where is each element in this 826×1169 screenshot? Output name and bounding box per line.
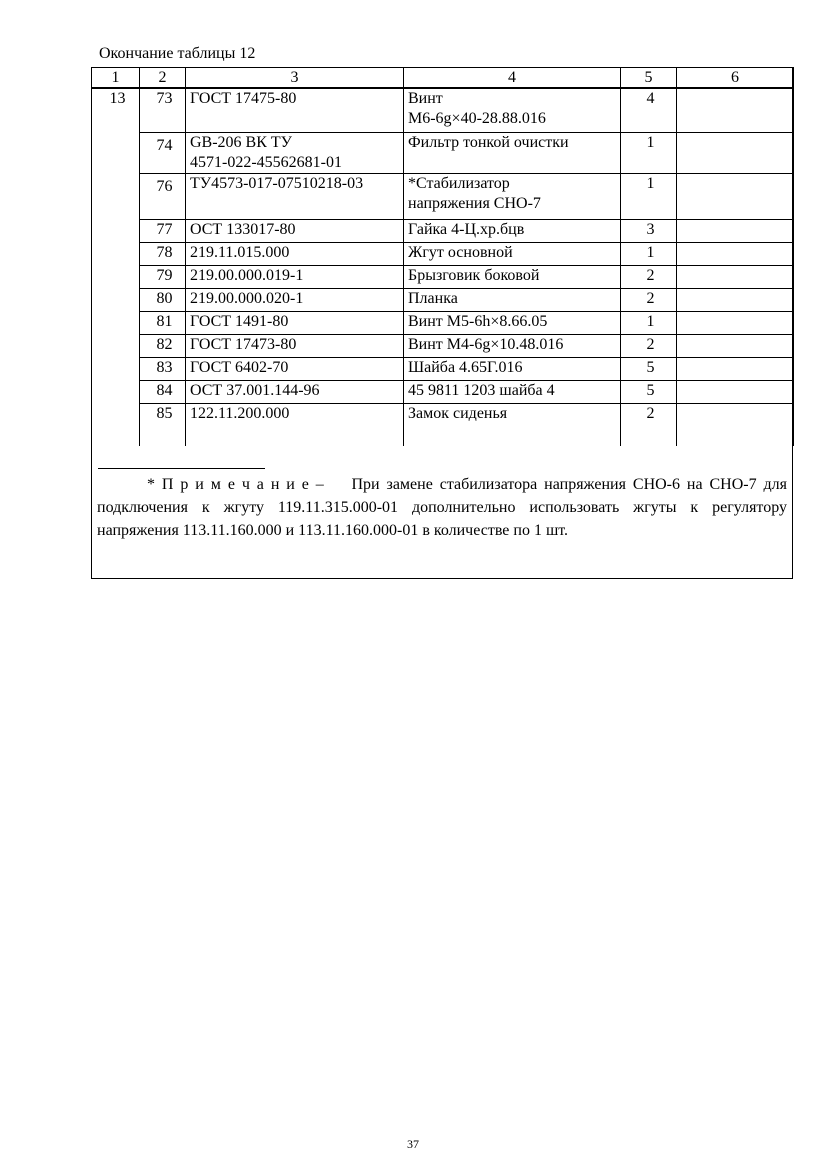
name-cell: 45 9811 1203 шайба 4 [404,380,621,403]
table-row [92,403,794,446]
name-cell: Гайка 4-Ц.хр.бцв [404,219,621,242]
table-row [92,380,794,403]
pos-cell: 85 [140,403,186,446]
table-row [92,132,794,173]
table-row [92,88,794,132]
note-cell [677,403,794,446]
name-line: напряжения СНО-7 [408,194,541,212]
qty-cell: 2 [621,288,677,311]
doc-cell: ОСТ 37.001.144-96 [186,380,404,403]
header-cell: 2 [140,68,186,89]
note-cell [677,334,794,357]
group-number: 13 [92,88,140,446]
pos-cell: 74 [140,132,186,173]
name-cell [404,88,621,132]
qty-cell: 1 [621,132,677,173]
note-cell [677,265,794,288]
table-row [92,357,794,380]
doc-cell: ГОСТ 17473-80 [186,334,404,357]
doc-cell: 219.00.000.019-1 [186,265,404,288]
note-cell [677,173,794,219]
doc-cell: ГОСТ 6402-70 [186,357,404,380]
qty-cell: 5 [621,380,677,403]
header-cell: 6 [677,68,794,89]
qty-cell: 1 [621,311,677,334]
doc-cell: 122.11.200.000 [186,403,404,446]
note-cell [677,219,794,242]
pos-cell: 82 [140,334,186,357]
spec-table [91,67,794,446]
pos-cell: 76 [140,173,186,219]
name-cell: Брызговик боковой [404,265,621,288]
footnote-marker: * П р и м е ч а н и е – [147,476,324,493]
name-line: Винт [408,90,443,107]
table-row [92,265,794,288]
note-cell [677,357,794,380]
name-cell: Замок сиденья [404,403,621,446]
qty-cell: 1 [621,173,677,219]
header-row [92,68,794,89]
pos-cell: 80 [140,288,186,311]
note-cell [677,288,794,311]
table-row [92,311,794,334]
doc-cell: ТУ4573-017-07510218-03 [186,173,404,219]
name-cell: Винт М5-6h×8.66.05 [404,311,621,334]
table-row [92,334,794,357]
doc-line: GB-206 ВК ТУ [190,133,292,151]
note-cell [677,311,794,334]
qty-cell: 3 [621,219,677,242]
footnote [97,473,787,542]
qty-cell: 1 [621,242,677,265]
pos-cell: 78 [140,242,186,265]
doc-cell: ГОСТ 17475-80 [186,88,404,132]
table-row [92,288,794,311]
table-row [92,219,794,242]
doc-cell [186,132,404,173]
qty-cell: 2 [621,403,677,446]
pos-cell: 73 [140,88,186,132]
qty-cell: 5 [621,357,677,380]
pos-cell: 83 [140,357,186,380]
name-cell: Планка [404,288,621,311]
name-cell: Винт М4-6g×10.48.016 [404,334,621,357]
name-cell [404,173,621,219]
table-caption: Окончание таблицы 12 [99,45,256,62]
note-cell [677,88,794,132]
qty-cell: 4 [621,88,677,132]
note-cell [677,132,794,173]
name-line: *Стабилизатор [408,174,510,192]
name-cell: Жгут основной [404,242,621,265]
page-number: 37 [407,1137,419,1151]
name-line: М6-6g×40-28.88.016 [408,110,546,127]
name-cell: Шайба 4.65Г.016 [404,357,621,380]
qty-cell: 2 [621,265,677,288]
pos-cell: 77 [140,219,186,242]
header-cell: 3 [186,68,404,89]
note-cell [677,242,794,265]
note-cell [677,380,794,403]
table-row [92,173,794,219]
pos-cell: 81 [140,311,186,334]
doc-line: 4571-022-45562681-01 [190,153,342,171]
table-row [92,242,794,265]
header-cell: 5 [621,68,677,89]
footnote-text: При замене стабилизатора напряжения СНО-6 на СНО-7 для подключения к жгуту 119.11.315.000-01 дополнительно использовать жгуты к регулятору напряжения 113.11.160.000 и 113.11.160.000-01 в количестве по 1 шт. [97,476,788,539]
doc-cell: ОСТ 133017-80 [186,219,404,242]
doc-cell: ГОСТ 1491-80 [186,311,404,334]
doc-cell: 219.11.015.000 [186,242,404,265]
footnote-separator [98,468,265,469]
qty-cell: 2 [621,334,677,357]
name-cell: Фильтр тонкой очистки [404,132,621,173]
header-cell: 1 [92,68,140,89]
pos-cell: 84 [140,380,186,403]
pos-cell: 79 [140,265,186,288]
header-cell: 4 [404,68,621,89]
doc-cell: 219.00.000.020-1 [186,288,404,311]
